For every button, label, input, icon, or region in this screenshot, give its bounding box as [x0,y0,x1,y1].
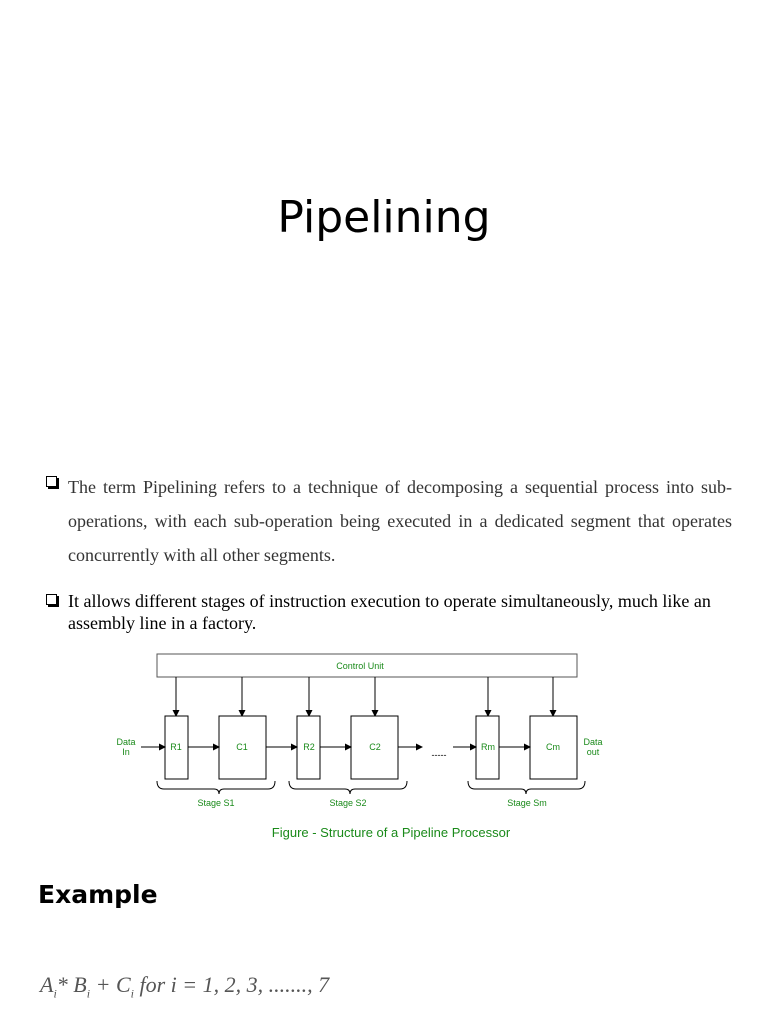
formula-subscript: i [130,986,134,1001]
stage-s1-label: Stage S1 [197,798,235,808]
stage-sm-label: Stage Sm [507,798,547,808]
data-in-label-line1: Data [116,737,136,747]
formula-plus: + [90,972,116,997]
formula-star: * [56,972,74,997]
bullet-item [46,590,732,634]
c1-label: C1 [236,742,248,752]
pipeline-diagram [108,648,608,848]
r2-label: R2 [303,742,315,752]
bullet-text: It allows different stages of instruction execution to operate simultaneously, much like an assembly line in a factory. [68,591,711,633]
slide-title: Pipelining [277,192,491,243]
formula-c: C [115,972,131,997]
checkbox-bullet-icon [46,476,57,487]
bullet-item [46,470,732,572]
formula-b: B [73,972,87,997]
data-in-label-line2: In [122,747,130,757]
rm-label: Rm [481,742,495,752]
formula-rest: for i = 1, 2, 3, ......., 7 [133,972,330,997]
cm-label: Cm [546,742,560,752]
data-out-label-line2: out [586,747,600,757]
formula-subscript: i [86,986,91,1001]
ellipsis-dashes: ----- [431,750,447,760]
formula-subscript: i [53,986,57,1001]
bullet-text: The term Pipelining refers to a technique of decomposing a sequential process into sub-operations, with each sub-operation being executed in a dedicated segment that operates concurrently with all other segments. [68,477,732,565]
example-formula [40,972,329,1001]
checkbox-bullet-icon [46,594,57,605]
stage-s2-label: Stage S2 [329,798,367,808]
figure-caption: Figure - Structure of a Pipeline Processor [271,825,511,840]
control-unit-label: Control Unit [336,661,384,671]
data-out-label-line1: Data [583,737,603,747]
c2-label: C2 [369,742,381,752]
formula-a: A [40,972,54,997]
r1-label: R1 [170,742,182,752]
example-heading: Example [38,880,158,909]
